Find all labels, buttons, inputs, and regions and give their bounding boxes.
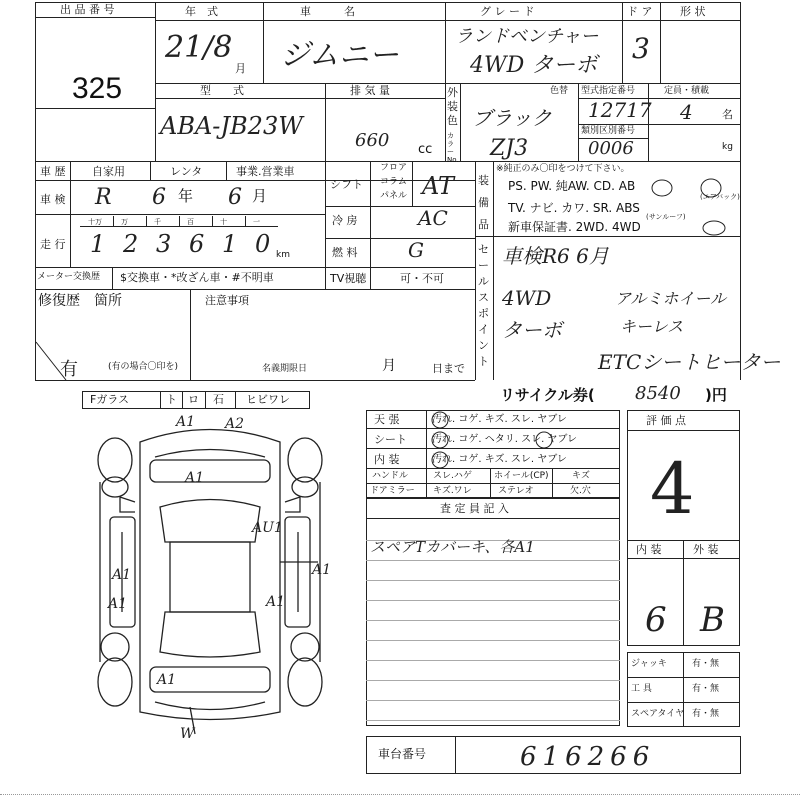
equipment-note: ※純正のみ〇印をつけて下さい。 bbox=[496, 164, 630, 174]
sales-point-turbo: ターボ bbox=[502, 318, 562, 342]
inspector-rule bbox=[366, 700, 620, 701]
history-option-rental: レンタ bbox=[170, 165, 203, 178]
color-number: ZJ3 bbox=[490, 136, 529, 161]
mirror-option-hole: 欠.穴 bbox=[570, 486, 591, 496]
mileage-digit-4: 1 bbox=[222, 230, 238, 258]
ac-label: 冷 房 bbox=[332, 214, 358, 227]
mileage-digit-1: 2 bbox=[123, 230, 139, 258]
mileage-digit-3: 6 bbox=[189, 230, 205, 258]
displacement-label: 排 気 量 bbox=[350, 84, 390, 97]
diagram-mark-rear: A1 bbox=[157, 672, 177, 688]
handle-option-wheel: ホイール(CP) bbox=[494, 471, 549, 481]
inspector-comment: スペアTカバーキ、各A1 bbox=[370, 538, 535, 556]
inspector-rule bbox=[366, 660, 620, 661]
color-change-label: 色替 bbox=[550, 86, 569, 96]
shift-value: AT bbox=[422, 172, 455, 200]
diagram-mark-left-rear: A1 bbox=[108, 596, 128, 612]
mileage-unit-5: 一 bbox=[253, 218, 260, 226]
shift-label: シフト bbox=[330, 178, 363, 191]
equipment-row3: 新車保証書. 2WD. 4WD bbox=[508, 220, 641, 234]
interior-row-options: 汚れ. コゲ. キズ. スレ. ヤブレ bbox=[432, 414, 567, 425]
diagram-mark-left-door: A1 bbox=[112, 567, 132, 583]
repair-history-value: 有 bbox=[60, 359, 78, 380]
capacity-unit: 名 bbox=[722, 108, 733, 121]
shift-option-floor: フロア bbox=[380, 163, 408, 173]
inspector-rule bbox=[366, 620, 620, 621]
grade-line2: 4WD ターボ bbox=[470, 53, 598, 78]
type-designation-value: 12717 bbox=[588, 98, 652, 122]
inspector-rule bbox=[366, 720, 620, 721]
inspector-label: 査 定 員 記 入 bbox=[440, 502, 509, 515]
displacement-unit: cc bbox=[418, 142, 433, 157]
tool-value: 有・無 bbox=[692, 684, 720, 694]
tv-value: 可・不可 bbox=[400, 272, 444, 285]
inspector-rule bbox=[366, 680, 620, 681]
recycle-label: リサイクル券( bbox=[500, 386, 595, 404]
interior-row-label: 内 装 bbox=[374, 453, 400, 466]
mileage-unit-4: 十 bbox=[220, 218, 227, 226]
name-expiry-day: 日まで bbox=[432, 362, 465, 375]
car-name-value: ジムニー bbox=[280, 38, 399, 73]
doors-value: 3 bbox=[632, 32, 650, 65]
tv-label: TV視聴 bbox=[330, 272, 367, 285]
mileage-km: km bbox=[276, 250, 290, 260]
class-label: 類別区別番号 bbox=[581, 126, 636, 136]
interior-row-options: 汚れ. コゲ. キズ. スレ. ヤブレ bbox=[432, 454, 567, 465]
tool-label: 工 具 bbox=[631, 684, 652, 694]
score-value: 4 bbox=[650, 448, 695, 530]
interior-score-label: 内 装 bbox=[636, 543, 662, 556]
chassis-number: 616266 bbox=[520, 742, 656, 772]
tool-label: スペアタイヤ bbox=[631, 709, 685, 719]
meter-exchange-options: $交換車・*改ざん車・#不明車 bbox=[120, 271, 274, 284]
capacity-label: 定員・積載 bbox=[664, 86, 710, 96]
shape-label: 形 状 bbox=[680, 5, 706, 18]
mileage-divider bbox=[113, 216, 114, 226]
inspection-month: 6 bbox=[228, 185, 242, 210]
mirror-label: ドアミラー bbox=[370, 486, 415, 496]
mileage-digit-5: 0 bbox=[255, 230, 271, 258]
tool-label: ジャッキ bbox=[631, 659, 667, 669]
color-plate-label: カラーNo. bbox=[447, 132, 459, 164]
mileage-unit-1: 万 bbox=[121, 218, 128, 226]
equipment-sub-ab: (エアバック) bbox=[700, 193, 740, 201]
glass-option-ro: ロ bbox=[188, 393, 199, 406]
recycle-unit: )円 bbox=[705, 386, 727, 404]
mileage-divider bbox=[179, 216, 180, 226]
shift-option-column: コラム bbox=[380, 177, 407, 187]
sales-points-label: セールスポイント bbox=[478, 243, 489, 368]
history-option-private: 自家用 bbox=[92, 165, 125, 178]
history-label: 車 歴 bbox=[40, 165, 66, 178]
tool-value: 有・無 bbox=[692, 659, 720, 669]
interior-circles bbox=[426, 410, 620, 468]
meter-exchange-label: メーター交換歴 bbox=[37, 272, 101, 282]
grade-line1: ランドベンチャー bbox=[455, 26, 599, 47]
inspection-year: 6 bbox=[152, 185, 166, 210]
mileage-digit-0: 1 bbox=[90, 230, 106, 258]
mileage-unit-2: 千 bbox=[154, 218, 161, 226]
repair-history-note: (有の場合〇印を) bbox=[108, 362, 179, 372]
sales-point-4wd: 4WD bbox=[502, 286, 552, 310]
exterior-score-label: 外 装 bbox=[693, 543, 719, 556]
inspection-month-unit: 月 bbox=[252, 187, 268, 205]
inspection-year-unit: 年 bbox=[178, 187, 194, 205]
doors-label: ド ア bbox=[627, 5, 653, 18]
glass-label: Fガラス bbox=[90, 393, 129, 406]
handle-option-wear: スレ.ハゲ bbox=[433, 471, 472, 481]
inspector-rule bbox=[366, 580, 620, 581]
bottom-dotted-rule bbox=[0, 794, 800, 795]
diagram-mark-right-front: AU1 bbox=[252, 520, 283, 536]
mileage-unit-3: 百 bbox=[187, 218, 194, 226]
notes-label: 注意事項 bbox=[205, 294, 249, 307]
diagram-mark-right-side: A1 bbox=[312, 562, 332, 578]
name-expiry-label: 名義期限日 bbox=[262, 364, 308, 374]
repair-diagonal bbox=[36, 312, 190, 380]
type-designation-label: 型式指定番号 bbox=[581, 86, 636, 96]
lot-number: 325 bbox=[72, 72, 123, 105]
mileage-divider bbox=[245, 216, 246, 226]
mileage-divider bbox=[146, 216, 147, 226]
mirror-option-stereo: ステレオ bbox=[498, 486, 534, 496]
color-label: 外装色 bbox=[447, 86, 458, 127]
load-unit: kg bbox=[722, 142, 733, 152]
diagram-mark-front-left: A1 bbox=[176, 414, 196, 430]
sales-point-alloy: アルミホイール bbox=[615, 289, 727, 308]
car-name-label: 車 名 bbox=[300, 5, 355, 18]
interior-score-value: 6 bbox=[645, 600, 667, 640]
glass-option-stone: 石 bbox=[213, 393, 224, 406]
shift-option-panel: パネル bbox=[380, 191, 408, 201]
diagram-mark-right-rear: A1 bbox=[266, 594, 286, 610]
mileage-unit-0: 十万 bbox=[88, 218, 102, 226]
inspection-label: 車 検 bbox=[40, 193, 66, 206]
equipment-row2: TV. ナビ. カワ. SR. ABS bbox=[508, 201, 640, 215]
equipment-label: 装備品 bbox=[478, 174, 489, 231]
diagram-mark-hood: A1 bbox=[185, 470, 205, 486]
tool-value: 有・無 bbox=[692, 709, 720, 719]
displacement-value: 660 bbox=[355, 130, 390, 151]
name-expiry-month: 月 bbox=[382, 358, 396, 374]
mileage-label: 走 行 bbox=[40, 238, 66, 251]
model-value: ABA-JB23W bbox=[160, 112, 303, 140]
mirror-option-crack: キズ.ワレ bbox=[433, 486, 472, 496]
handle-label: ハンドル bbox=[372, 471, 409, 481]
diagram-mark-front-right: A2 bbox=[225, 416, 245, 432]
exterior-score-value: B bbox=[700, 600, 725, 640]
inspector-rule bbox=[366, 640, 620, 641]
inspector-rule bbox=[366, 600, 620, 601]
ac-value: AC bbox=[418, 206, 448, 230]
interior-row-options: 汚れ. コゲ. ヘタリ. スレ. ヤブレ bbox=[432, 434, 578, 445]
inspector-rule bbox=[366, 560, 620, 561]
inspection-era: R bbox=[95, 185, 112, 210]
year-label: 年 式 bbox=[185, 5, 218, 18]
class-value: 0006 bbox=[588, 138, 634, 159]
year-value: 21/8 bbox=[165, 30, 233, 65]
equipment-sub-sr: (サンルーフ) bbox=[646, 213, 686, 221]
equipment-row1: PS. PW. 純AW. CD. AB bbox=[508, 179, 636, 193]
grade-label: グ レ ー ド bbox=[480, 5, 535, 18]
glass-option-crack: ヒビワレ bbox=[246, 393, 290, 406]
repair-history-label: 修復歴 箇所 bbox=[38, 293, 122, 309]
mileage-unit-rule bbox=[80, 226, 278, 227]
sales-point-line4: ETCシートヒーター bbox=[598, 350, 781, 374]
sales-point-keyless: キーレス bbox=[620, 317, 684, 336]
mileage-divider bbox=[212, 216, 213, 226]
capacity-value: 4 bbox=[680, 100, 693, 124]
year-month-unit: 月 bbox=[235, 62, 246, 75]
diagram-mark-spare: W bbox=[180, 726, 195, 742]
sales-point-line1: 車検R6 6月 bbox=[502, 244, 609, 268]
fuel-value: G bbox=[408, 238, 424, 262]
interior-row-label: 天 張 bbox=[374, 413, 400, 426]
model-label: 型 式 bbox=[200, 84, 244, 97]
chassis-label: 車台番号 bbox=[378, 747, 427, 761]
handle-option-scratch: キズ bbox=[572, 471, 590, 481]
glass-option-scratch: ト bbox=[166, 393, 177, 406]
history-option-business: 事業.営業車 bbox=[236, 165, 295, 178]
score-label: 評 価 点 bbox=[646, 414, 686, 427]
interior-row-label: シート bbox=[374, 433, 407, 446]
mileage-digit-2: 3 bbox=[156, 230, 172, 258]
equipment-circles bbox=[493, 161, 740, 236]
recycle-value: 8540 bbox=[635, 383, 681, 404]
inspector-box bbox=[366, 498, 620, 726]
color-value: ブラック bbox=[472, 106, 552, 130]
fuel-label: 燃 料 bbox=[332, 246, 358, 259]
lot-number-label: 出 品 番 号 bbox=[60, 3, 115, 16]
